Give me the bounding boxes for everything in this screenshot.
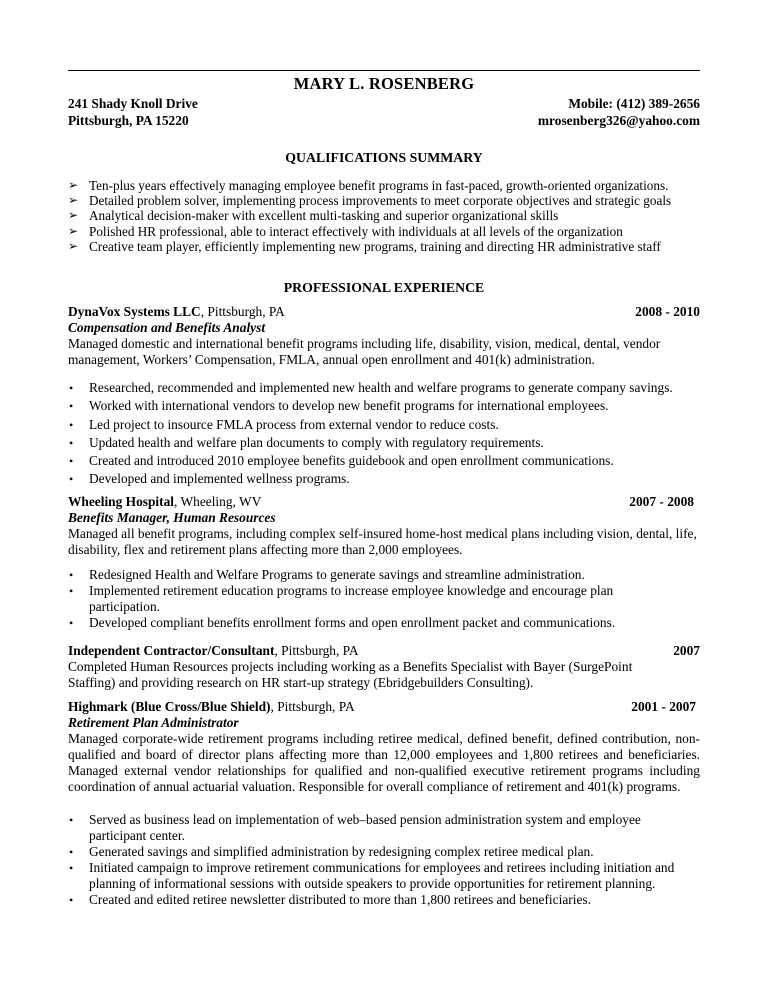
address-block bbox=[68, 95, 198, 129]
arrow-bullet-icon: ➢ bbox=[68, 208, 79, 223]
company-location: , Pittsburgh, PA bbox=[274, 643, 359, 658]
arrow-bullet-icon: ➢ bbox=[68, 238, 79, 253]
job-title: Retirement Plan Administrator bbox=[68, 715, 239, 730]
bullet-icon: • bbox=[69, 417, 74, 432]
contact-block bbox=[538, 95, 700, 129]
company-name: Independent Contractor/Consultant bbox=[68, 643, 275, 658]
job-header bbox=[68, 304, 700, 320]
summary-item: ➢ Polished HR professional, able to interact effectively with individuals at all levels of the organization bbox=[68, 223, 623, 239]
bullet-icon: • bbox=[69, 813, 74, 827]
job-title: Benefits Manager, Human Resources bbox=[68, 510, 276, 525]
job-description: Completed Human Resources projects including working as a Benefits Specialist with Bayer (SurgePoint Staffing) and providing research on HR start-up strategy (Ebridgebuilders Consulting). bbox=[68, 659, 633, 690]
job-independent-contractor bbox=[68, 643, 700, 691]
address-city: Pittsburgh, PA 15220 bbox=[68, 113, 189, 128]
job-description: Managed corporate-wide retirement programs including retiree medical, defined benefit, defined contribution, non-qualified and board of director plans affecting more than 12,000 employees and 1,800 retirees and beneficiaries. Managed external vendor relationships for qualified and non-qualified executive retirement programs including coordination of annual actuarial valuation. Responsible for overall compliance of retirement and 401(k) programs. bbox=[68, 731, 700, 794]
arrow-bullet-icon: ➢ bbox=[68, 193, 79, 208]
list-item: • Implemented retirement education programs to increase employee knowledge and encourage plan participation. bbox=[69, 583, 614, 614]
list-item: • Updated health and welfare plan documents to comply with regulatory requirements. bbox=[68, 434, 700, 452]
job-header bbox=[68, 643, 700, 659]
job-header bbox=[68, 699, 696, 715]
list-item: • Worked with international vendors to develop new benefit programs for international employees. bbox=[68, 397, 700, 415]
bullet-icon: • bbox=[69, 893, 74, 907]
bullet-icon: • bbox=[69, 399, 74, 414]
bullet-icon: • bbox=[69, 568, 74, 582]
list-item: • Redesigned Health and Welfare Programs to generate savings and streamline administration. bbox=[69, 567, 585, 582]
bullet-icon: • bbox=[69, 381, 74, 395]
company-name: DynaVox Systems LLC bbox=[68, 304, 201, 319]
bullet-icon: • bbox=[69, 435, 74, 450]
list-item: • Generated savings and simplified administration by redesigning complex retiree medical plan. bbox=[69, 844, 594, 859]
list-item: • Created and introduced 2010 employee benefits guidebook and open enrollment communications. bbox=[68, 452, 700, 470]
company-location: , Pittsburgh, PA bbox=[270, 699, 355, 714]
bullet-icon: • bbox=[69, 861, 74, 875]
company-name: Wheeling Hospital bbox=[68, 494, 175, 509]
job-header bbox=[68, 494, 694, 510]
list-item: • Initiated campaign to improve retirement communications for employees and retirees including initiation and planning of informational sessions with outside speakers to provide opportunities for retirement planning. bbox=[69, 860, 675, 891]
company-location: , Pittsburgh, PA bbox=[200, 304, 285, 319]
experience-heading: PROFESSIONAL EXPERIENCE bbox=[283, 280, 485, 295]
job-description: Managed all benefit programs, including complex self-insured home-host medical plans including vision, dental, life, disability, flex and retirement plans affecting more than 2,000 employees. bbox=[68, 526, 697, 557]
job-bullets bbox=[68, 812, 700, 908]
company-location: , Wheeling, WV bbox=[174, 494, 262, 509]
mobile-phone: Mobile: (412) 389-2656 bbox=[568, 96, 700, 111]
bullet-icon: • bbox=[69, 454, 74, 469]
job-description: Managed domestic and international benefit programs including life, disability, vision, medical, dental, vendor management, Workers’ Compensation, FMLA, annual open enrollment and 401(k) administration. bbox=[68, 336, 661, 367]
job-bullets bbox=[68, 379, 700, 489]
arrow-bullet-icon: ➢ bbox=[68, 178, 79, 192]
candidate-name: MARY L. ROSENBERG bbox=[293, 74, 475, 93]
summary-item: ➢ Ten-plus years effectively managing employee benefit programs in fast-paced, growth-oriented organizations. bbox=[68, 178, 669, 193]
job-dates: 2008 - 2010 bbox=[635, 304, 700, 319]
company-name: Highmark (Blue Cross/Blue Shield) bbox=[68, 699, 271, 714]
email-address: mrosenberg326@yahoo.com bbox=[537, 113, 700, 128]
list-item: • Served as business lead on implementation of web–based pension administration system and employee participant center. bbox=[69, 812, 641, 843]
summary-item: ➢ Detailed problem solver, implementing process improvements to meet corporate objectives and strategic goals bbox=[68, 193, 672, 209]
job-dates: 2007 bbox=[673, 643, 700, 658]
bullet-icon: • bbox=[69, 472, 74, 487]
address-street: 241 Shady Knoll Drive bbox=[68, 96, 198, 111]
summary-item: ➢ Creative team player, efficiently implementing new programs, training and directing HR administrative staff bbox=[68, 238, 661, 254]
bullet-icon: • bbox=[69, 845, 74, 859]
list-item: • Led project to insource FMLA process from external vendor to reduce costs. bbox=[68, 416, 700, 434]
job-dynavox bbox=[68, 304, 700, 489]
bullet-icon: • bbox=[69, 584, 74, 598]
bullet-icon: • bbox=[69, 616, 74, 630]
job-bullets bbox=[68, 567, 668, 631]
header-rule bbox=[68, 70, 700, 71]
job-dates: 2007 - 2008 bbox=[629, 494, 694, 509]
summary-item: ➢ Analytical decision-maker with excellent multi-tasking and superior organizational skills bbox=[68, 208, 559, 224]
job-dates: 2001 - 2007 bbox=[631, 699, 696, 714]
list-item: • Researched, recommended and implemented new health and welfare programs to generate company savings. bbox=[68, 379, 700, 397]
job-highmark bbox=[68, 699, 700, 908]
list-item: • Developed and implemented wellness programs. bbox=[68, 470, 700, 488]
list-item: • Created and edited retiree newsletter distributed to more than 1,800 retirees and beneficiaries. bbox=[69, 892, 591, 907]
summary-heading: QUALIFICATIONS SUMMARY bbox=[285, 150, 483, 165]
list-item: • Developed compliant benefits enrollment forms and open enrollment packet and communications. bbox=[69, 615, 616, 630]
job-title: Compensation and Benefits Analyst bbox=[68, 320, 266, 335]
summary-list bbox=[68, 178, 700, 254]
arrow-bullet-icon: ➢ bbox=[68, 223, 79, 238]
job-wheeling-hospital bbox=[68, 494, 697, 631]
